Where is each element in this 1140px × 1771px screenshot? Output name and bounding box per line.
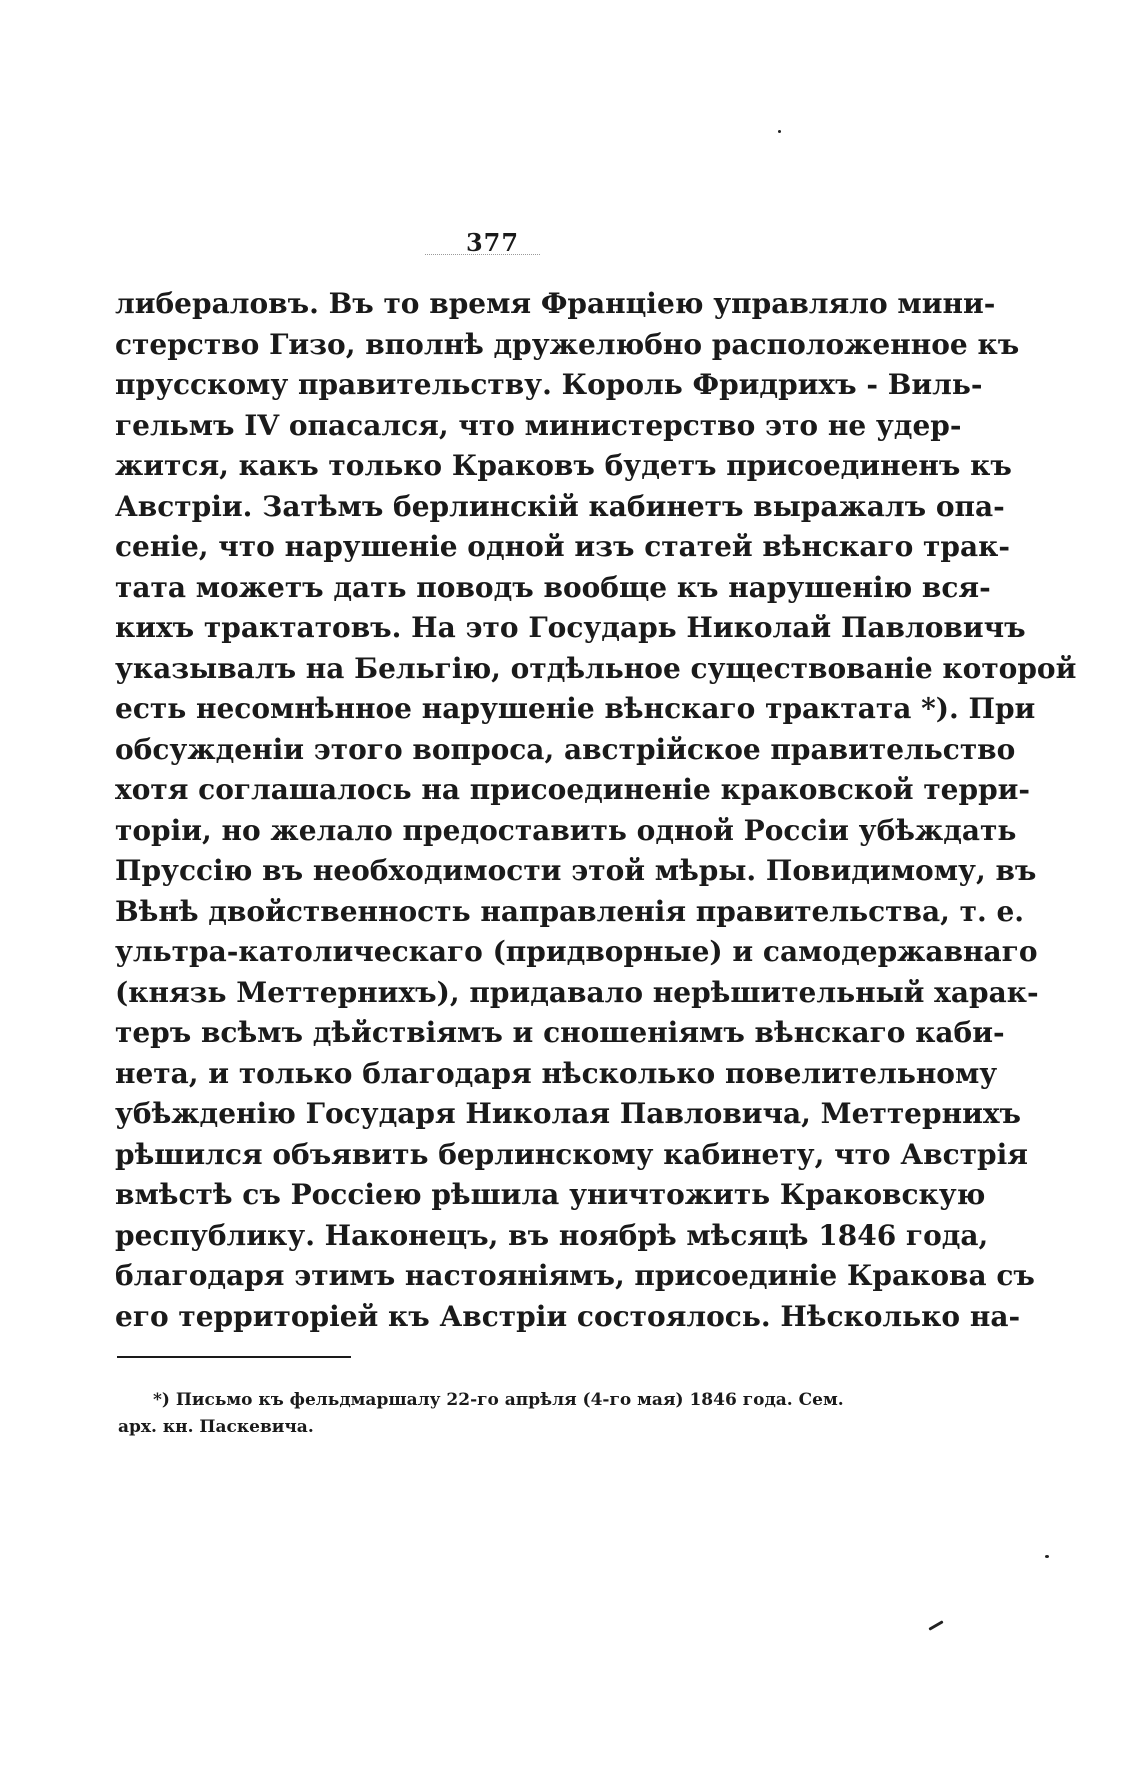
text-line: Австрiи. Затѣмъ берлинскiй кабинетъ выражалъ опа- xyxy=(115,489,1005,523)
text-line: рѣшился объявить берлинскому кабинету, что Австрiя xyxy=(115,1137,1028,1171)
text-line: кихъ трактатовъ. На это Государь Николай Павловичъ xyxy=(115,611,1026,644)
text-line: есть несомнѣнное нарушенiе вѣнскаго трактата *). При xyxy=(115,692,1036,725)
text-line: (князь Меттернихъ), придавало нерѣшительный харак- xyxy=(115,975,1039,1009)
text-line: нета, и только благодаря нѣсколько повелительному xyxy=(115,1056,998,1090)
text-line: гельмъ IV опасался, что министерство это не удер- xyxy=(115,408,962,442)
text-line: прусскому правительству. Король Фридрихъ - Виль- xyxy=(115,368,983,401)
text-line: либераловъ. Въ то время Францiею управляло мини- xyxy=(115,287,996,320)
footnote-rule xyxy=(117,1356,351,1358)
scan-speck xyxy=(1045,1555,1049,1558)
text-line: стерство Гизо, вполнѣ дружелюбно расположенное къ xyxy=(115,327,1020,361)
text-line: вмѣстѣ съ Россiею рѣшила уничтожить Краковскую xyxy=(115,1178,986,1211)
text-line: тата можетъ дать поводъ вообще къ нарушенiю вся- xyxy=(115,570,991,604)
text-line: жится, какъ только Краковъ будетъ присоединенъ къ xyxy=(115,449,1012,482)
scan-speck xyxy=(928,1620,943,1631)
footnote-line: *) Письмо къ фельдмаршалу 22-го апрѣля (4-го мая) 1846 года. Сем. xyxy=(153,1390,844,1410)
text-line: Вѣнѣ двойственность направленiя правительства, т. е. xyxy=(115,894,1025,928)
body-text xyxy=(115,284,1077,1337)
text-line: обсужденiи этого вопроса, австрiйское правительство xyxy=(115,732,1016,766)
text-line: указывалъ на Бельгiю, отдѣльное существованiе которой xyxy=(115,651,1077,685)
footnote-line: арх. кн. Паскевича. xyxy=(118,1417,314,1437)
text-line: убѣжденiю Государя Николая Павловича, Меттернихъ xyxy=(115,1097,1022,1130)
text-line: сенiе, что нарушенiе одной изъ статей вѣнскаго трак- xyxy=(115,530,1010,563)
page-number-rule xyxy=(425,254,540,255)
page-number: 377 xyxy=(465,228,520,257)
text-line: торiи, но желало предоставить одной Россiи убѣждать xyxy=(115,813,1017,847)
footnote xyxy=(118,1387,844,1441)
text-line: благодаря этимъ настоянiямъ, присоединiе Кракова съ xyxy=(115,1259,1035,1292)
text-line: его территорiей къ Австрiи состоялось. Нѣсколько на- xyxy=(115,1299,1021,1333)
text-line: ультра-католическаго (придворные) и самодержавнаго xyxy=(115,935,1038,968)
scan-speck xyxy=(778,130,781,133)
text-line: Пруссiю въ необходимости этой мѣры. Повидимому, въ xyxy=(115,854,1037,887)
text-line: республику. Наконецъ, въ ноябрѣ мѣсяцѣ 1846 года, xyxy=(115,1218,989,1252)
text-line: хотя соглашалось на присоединенiе краковской терри- xyxy=(115,773,1031,806)
text-line: теръ всѣмъ дѣйствiямъ и сношенiямъ вѣнскаго каби- xyxy=(115,1016,1005,1049)
